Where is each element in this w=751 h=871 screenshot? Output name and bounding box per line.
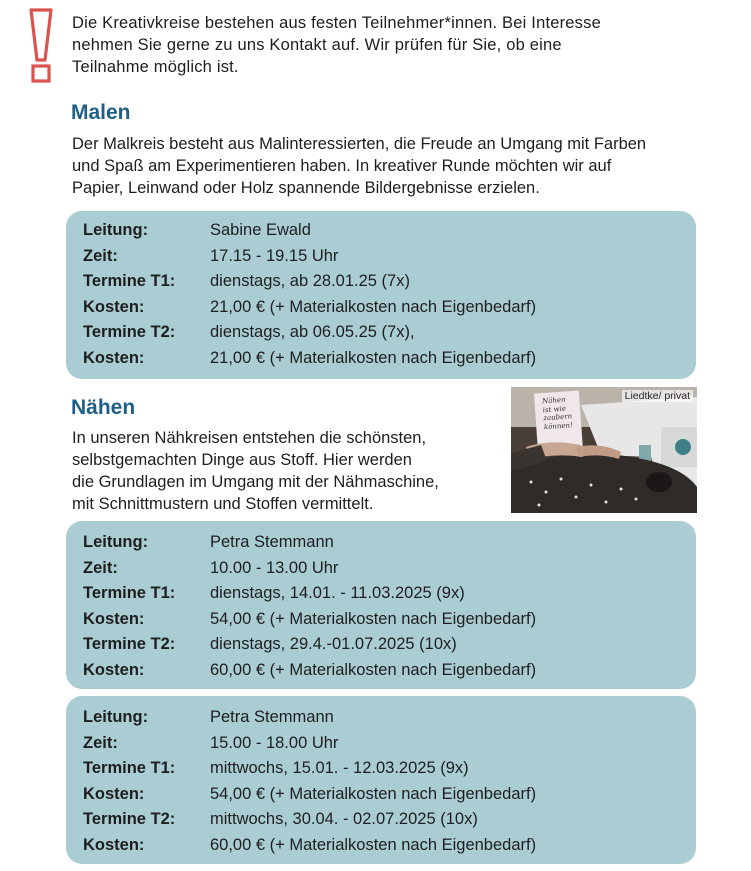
info-value: 21,00 € (+ Materialkosten nach Eigenbedarf): [210, 297, 537, 316]
sewing-photo: [511, 387, 697, 513]
info-value: 60,00 € (+ Materialkosten nach Eigenbedarf): [210, 660, 537, 679]
info-value: Petra Stemmann: [210, 708, 334, 726]
section-description-naehen: [72, 427, 502, 515]
info-row: [83, 346, 696, 372]
description-line: die Grundlagen im Umgang mit der Nähmaschine,: [72, 473, 439, 491]
info-value: Petra Stemmann: [210, 533, 334, 551]
description-line: mit Schnittmustern und Stoffen vermittelt.: [72, 495, 374, 513]
description-line: In unseren Nähkreisen entstehen die schönsten,: [72, 429, 427, 447]
info-value: 60,00 € (+ Materialkosten nach Eigenbedarf): [210, 835, 537, 854]
info-row: [83, 320, 696, 346]
info-value: 10.00 - 13.00 Uhr: [210, 558, 339, 577]
info-value: dienstags, 29.4.-01.07.2025 (10x): [210, 635, 457, 654]
info-value: mittwochs, 15.01. - 12.03.2025 (9x): [210, 759, 469, 778]
description-line: und Spaß am Experimentieren haben. In kreativer Runde möchten wir auf: [72, 157, 612, 175]
info-row: [83, 295, 696, 321]
info-row: [83, 269, 696, 295]
info-row: [83, 756, 696, 782]
info-row: [83, 807, 696, 833]
info-value: mittwochs, 30.04. - 02.07.2025 (10x): [210, 810, 478, 829]
info-box-malen: [66, 211, 696, 379]
info-label: Termine T1:: [83, 759, 176, 778]
info-label: Zeit:: [83, 246, 118, 265]
info-label: Kosten:: [83, 297, 145, 316]
info-value: dienstags, 14.01. - 11.03.2025 (9x): [210, 584, 465, 603]
info-value: dienstags, ab 06.05.25 (7x),: [210, 323, 415, 342]
info-label: Leitung:: [83, 533, 149, 551]
info-row: [83, 833, 696, 859]
info-label: Zeit:: [83, 733, 118, 752]
info-row: [83, 556, 696, 582]
info-label: Kosten:: [83, 835, 145, 854]
info-label: Zeit:: [83, 558, 118, 577]
sewing-machine-illustration: [511, 387, 697, 513]
description-line: Der Malkreis besteht aus Malinteressierten, die Freude an Umgang mit Farben: [72, 135, 647, 153]
info-label: Termine T2:: [83, 635, 176, 654]
notice-text: [72, 12, 692, 78]
info-value: Sabine Ewald: [210, 221, 311, 239]
info-label: Leitung:: [83, 221, 149, 239]
info-label: Kosten:: [83, 348, 145, 367]
info-label: Kosten:: [83, 784, 145, 803]
info-value: 21,00 € (+ Materialkosten nach Eigenbedarf): [210, 348, 537, 367]
info-value: 15.00 - 18.00 Uhr: [210, 733, 339, 752]
info-value: dienstags, ab 28.01.25 (7x): [210, 272, 410, 291]
info-label: Termine T1:: [83, 272, 176, 291]
info-row: [83, 581, 696, 607]
info-row: [83, 244, 696, 270]
info-label: Kosten:: [83, 660, 145, 679]
exclamation-mark-icon: [28, 8, 54, 84]
info-value: 17.15 - 19.15 Uhr: [210, 246, 339, 265]
info-row: [83, 658, 696, 684]
info-label: Kosten:: [83, 609, 145, 628]
description-line: Papier, Leinwand oder Holz spannende Bildergebnisse erzielen.: [72, 179, 540, 197]
info-row: [83, 632, 696, 658]
notice-line: Die Kreativkreise bestehen aus festen Teilnehmer*innen. Bei Interesse: [72, 14, 601, 32]
info-label: Termine T2:: [83, 323, 176, 342]
notice-line: Teilnahme möglich ist.: [72, 58, 239, 76]
info-row: [83, 530, 696, 556]
info-row: [83, 607, 696, 633]
info-row: [83, 705, 696, 731]
info-row: [83, 782, 696, 808]
photo-sign-line: ist wie: [542, 404, 567, 414]
photo-credit: Liedtke/ privat: [622, 390, 693, 402]
description-line: selbstgemachten Dinge aus Stoff. Hier werden: [72, 451, 412, 469]
photo-sign-line: können!: [543, 420, 574, 431]
info-row: [83, 218, 696, 244]
info-value: 54,00 € (+ Materialkosten nach Eigenbedarf): [210, 784, 537, 803]
photo-sign-line: zaubern: [543, 412, 573, 423]
notice-line: nehmen Sie gerne zu uns Kontakt auf. Wir prüfen für Sie, ob eine: [72, 36, 562, 54]
section-title-malen: Malen: [71, 101, 131, 124]
info-label: Termine T1:: [83, 584, 176, 603]
info-row: [83, 731, 696, 757]
photo-sign-line: Nähen: [541, 395, 566, 406]
info-value: 54,00 € (+ Materialkosten nach Eigenbedarf): [210, 609, 537, 628]
section-description-malen: [72, 133, 646, 199]
info-label: Leitung:: [83, 708, 149, 726]
photo-sign: [542, 395, 580, 431]
info-box-naehen-2: [66, 696, 696, 864]
info-box-naehen-1: [66, 521, 696, 689]
section-title-naehen: Nähen: [71, 396, 136, 419]
info-label: Termine T2:: [83, 810, 176, 829]
